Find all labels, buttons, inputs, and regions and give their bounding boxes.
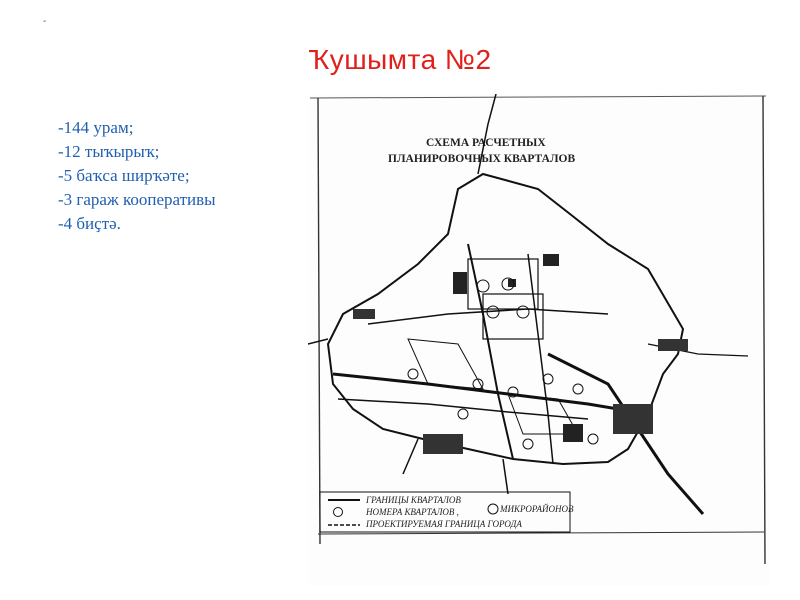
legend-quarter-numbers: НОМЕРА КВАРТАЛОВ , xyxy=(366,507,459,517)
bullet-item: -3 гараж кооперативы xyxy=(58,190,216,209)
block xyxy=(423,434,463,454)
city-quarters-map xyxy=(308,94,770,586)
page-title: Ҡушымта №2 xyxy=(308,44,492,75)
block xyxy=(543,254,559,266)
map-drawing xyxy=(308,94,770,586)
bullet-item: -5 баҡса ширҡәте; xyxy=(58,166,190,185)
block xyxy=(563,424,583,442)
map-heading-line1: СХЕМА РАСЧЕТНЫХ xyxy=(426,137,546,149)
bullet-list xyxy=(58,116,216,236)
legend-quarter-boundaries: ГРАНИЦЫ КВАРТАЛОВ xyxy=(366,495,461,505)
legend-microdistricts: МИКРОРАЙОНОВ xyxy=(500,504,574,514)
corner-mark: - xyxy=(43,16,47,27)
bullet-item: -144 урам; xyxy=(58,118,134,137)
block xyxy=(613,404,653,434)
bullet-item: -4 биҫтә. xyxy=(58,214,121,233)
bullet-item: -12 тыҡырыҡ; xyxy=(58,142,160,161)
block xyxy=(353,309,375,319)
block xyxy=(453,272,467,294)
map-heading-line2: ПЛАНИРОВОЧНЫХ КВАРТАЛОВ xyxy=(388,153,576,165)
legend-city-border: ПРОЕКТИРУЕМАЯ ГРАНИЦА ГОРОДА xyxy=(366,519,522,529)
block xyxy=(658,339,688,351)
